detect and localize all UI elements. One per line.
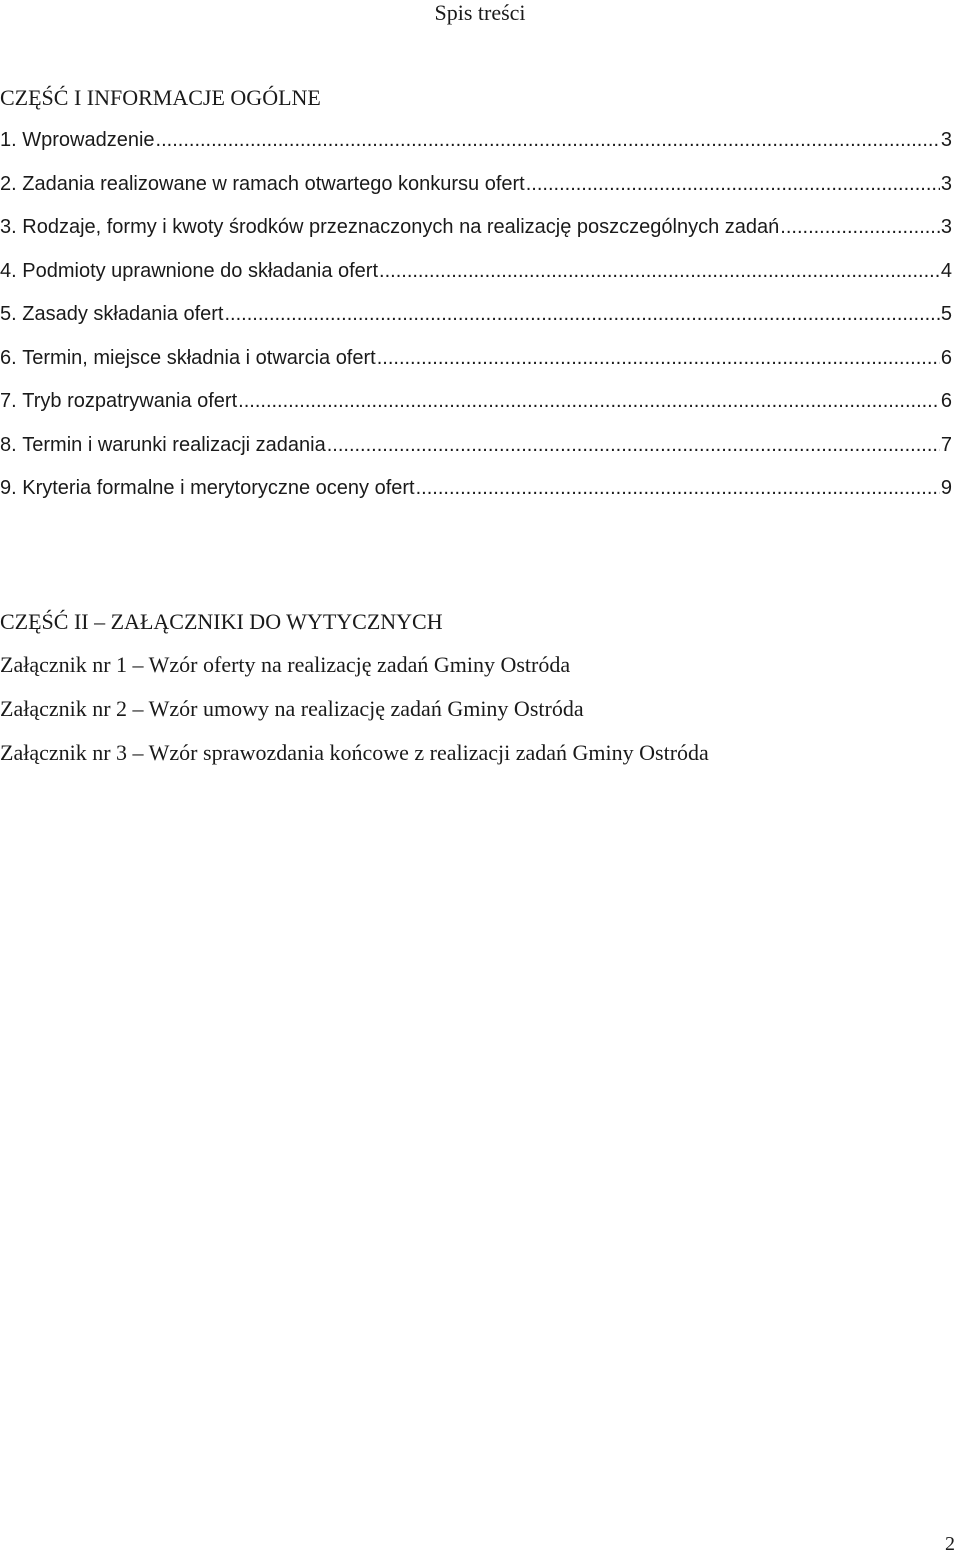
toc-entry[interactable] — [0, 258, 952, 302]
dot-leader — [780, 214, 940, 240]
toc-entry-page: 3 — [940, 216, 952, 238]
toc-entry-label: Rodzaje, formy i kwoty środków przeznaczonych na realizację poszczególnych zadań — [22, 216, 780, 238]
toc-entry-page: 4 — [940, 259, 952, 282]
toc-entry-label: Zasady składania ofert — [22, 303, 224, 325]
toc-entry[interactable] — [0, 171, 952, 215]
toc-entry-label: Tryb rozpatrywania ofert — [22, 390, 238, 412]
toc-entry-label: Zadania realizowane w ramach otwartego konkursu ofert — [22, 172, 525, 195]
toc-entry[interactable] — [0, 475, 952, 519]
toc-entry-number: 8. — [0, 433, 17, 456]
toc-entry-number: 3. — [0, 216, 17, 238]
toc-entry[interactable] — [0, 388, 952, 432]
toc-entry-number: 7. — [0, 390, 17, 412]
toc-entry[interactable] — [0, 345, 952, 389]
page-title: Spis treści — [434, 0, 526, 25]
toc-entry-label: Podmioty uprawnione do składania ofert — [22, 259, 379, 282]
dot-leader — [224, 301, 939, 327]
toc-entry-page: 3 — [940, 129, 952, 151]
toc-entry[interactable] — [0, 214, 952, 258]
toc-entry-number: 9. — [0, 477, 17, 499]
toc-entry[interactable] — [0, 127, 952, 171]
toc-entry-page: 3 — [940, 172, 952, 195]
toc-entry[interactable] — [0, 432, 952, 476]
dot-leader — [156, 127, 940, 153]
dot-leader — [416, 475, 940, 501]
toc-entry-number: 4. — [0, 259, 17, 282]
toc-entry-page: 6 — [940, 390, 952, 412]
toc-entry-number: 2. — [0, 172, 17, 195]
toc-entry-number: 5. — [0, 303, 17, 325]
dot-leader — [327, 432, 940, 458]
page-number: 2 — [945, 1533, 955, 1555]
dot-leader — [379, 258, 940, 284]
toc-entry-page: 6 — [940, 346, 952, 369]
toc-entry-page: 5 — [940, 303, 952, 325]
toc-entry-page: 7 — [940, 433, 952, 456]
dot-leader — [377, 345, 940, 371]
toc-entry-label: Kryteria formalne i merytoryczne oceny ofert — [22, 477, 415, 499]
table-of-contents — [0, 127, 952, 519]
toc-entry-number: 6. — [0, 346, 17, 369]
attachment-item[interactable]: Załącznik nr 2 – Wzór umowy na realizację zadań Gminy Ostróda — [0, 696, 584, 721]
toc-entry-number: 1. — [0, 129, 17, 151]
attachment-item[interactable]: Załącznik nr 1 – Wzór oferty na realizację zadań Gminy Ostróda — [0, 652, 571, 677]
part2-heading: CZĘŚĆ II – ZAŁĄCZNIKI DO WYTYCZNYCH — [0, 609, 443, 634]
attachments-list — [0, 652, 709, 784]
attachment-item[interactable]: Załącznik nr 3 – Wzór sprawozdania końcowe z realizacji zadań Gminy Ostróda — [0, 740, 709, 765]
part1-heading: CZĘŚĆ I INFORMACJE OGÓLNE — [0, 85, 321, 110]
toc-entry-label: Termin i warunki realizacji zadania — [22, 433, 326, 456]
toc-entry-label: Termin, miejsce składnia i otwarcia ofert — [22, 346, 376, 369]
toc-entry-page: 9 — [940, 477, 952, 499]
toc-entry-label: Wprowadzenie — [22, 129, 155, 151]
toc-entry[interactable] — [0, 301, 952, 345]
dot-leader — [526, 171, 940, 197]
dot-leader — [238, 388, 940, 414]
